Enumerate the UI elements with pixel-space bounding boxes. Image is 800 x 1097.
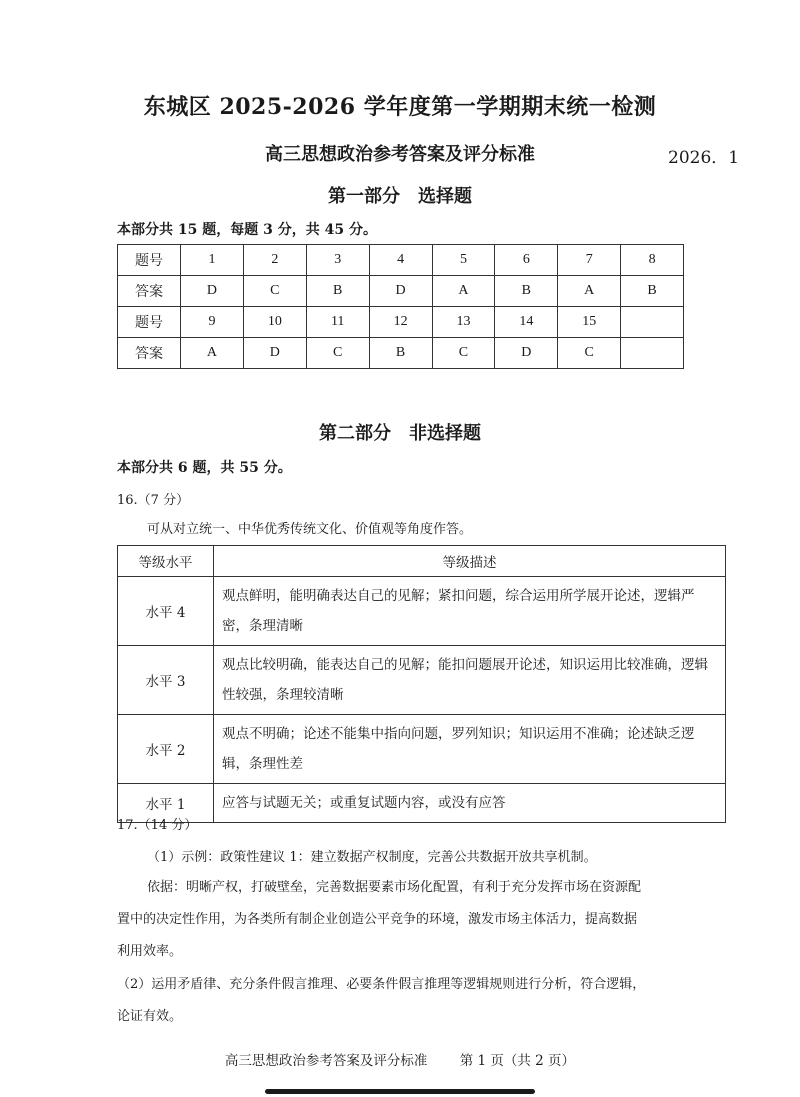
page-footer bbox=[0, 1049, 800, 1069]
answer-row-1 bbox=[118, 276, 684, 307]
question-number: 2 bbox=[243, 245, 306, 276]
answer-cell: A bbox=[432, 276, 495, 307]
q17-basis-line: 利用效率。 bbox=[117, 944, 183, 959]
part1-note: 本部分共 15 题，每题 3 分，共 45 分。 bbox=[117, 222, 377, 238]
answer-cell: A bbox=[181, 338, 244, 369]
question-number: 13 bbox=[432, 307, 495, 338]
question-number: 1 bbox=[181, 245, 244, 276]
level-description: 观点鲜明，能明确表达自己的见解；紧扣问题，综合运用所学展开论述，逻辑严密，条理清晰 bbox=[214, 577, 726, 646]
grading-row bbox=[118, 784, 726, 823]
column-header-desc: 等级描述 bbox=[214, 546, 726, 577]
q17-part2-line: （2）运用矛盾律、充分条件假言推理、必要条件假言推理等逻辑规则进行分析，符合逻辑， bbox=[117, 977, 646, 992]
question-number: 8 bbox=[621, 245, 684, 276]
answer-cell bbox=[621, 338, 684, 369]
row-label: 答案 bbox=[118, 276, 181, 307]
part2-note: 本部分共 6 题，共 55 分。 bbox=[117, 460, 292, 476]
question-number: 5 bbox=[432, 245, 495, 276]
grading-row bbox=[118, 646, 726, 715]
answer-cell: B bbox=[306, 276, 369, 307]
level-description: 应答与试题无关；或重复试题内容，或没有应答 bbox=[214, 784, 726, 823]
question-number: 11 bbox=[306, 307, 369, 338]
home-indicator[interactable] bbox=[265, 1089, 535, 1094]
row-label: 题号 bbox=[118, 245, 181, 276]
footer-doc-name: 高三思想政治参考答案及评分标准 bbox=[224, 1053, 428, 1069]
row-label: 答案 bbox=[118, 338, 181, 369]
row-label: 题号 bbox=[118, 307, 181, 338]
answer-cell: C bbox=[306, 338, 369, 369]
answer-cell: C bbox=[243, 276, 306, 307]
q16-intro: 可从对立统一、中华优秀传统文化、价值观等角度作答。 bbox=[147, 522, 473, 537]
question-number: 4 bbox=[369, 245, 432, 276]
answer-row-2 bbox=[118, 338, 684, 369]
question-row-2 bbox=[118, 307, 684, 338]
grading-row bbox=[118, 577, 726, 646]
answer-cell: B bbox=[495, 276, 558, 307]
level-description: 观点比较明确，能表达自己的见解；能扣问题展开论述，知识运用比较准确，逻辑性较强，条理较清晰 bbox=[214, 646, 726, 715]
question-number: 15 bbox=[558, 307, 621, 338]
answer-cell: C bbox=[432, 338, 495, 369]
answer-key-table bbox=[117, 244, 684, 369]
grading-table bbox=[117, 545, 726, 823]
part2-title: 第二部分 非选择题 bbox=[319, 423, 481, 444]
footer-page-info: 第 1 页（共 2 页） bbox=[459, 1053, 576, 1069]
question-number: 14 bbox=[495, 307, 558, 338]
q17-part1: （1）示例：政策性建议 1：建立数据产权制度，完善公共数据开放共享机制。 bbox=[147, 850, 597, 865]
answer-cell: B bbox=[621, 276, 684, 307]
question-number: 6 bbox=[495, 245, 558, 276]
level-label: 水平 4 bbox=[118, 577, 214, 646]
part1-title: 第一部分 选择题 bbox=[328, 186, 472, 207]
column-header-level: 等级水平 bbox=[118, 546, 214, 577]
question-number: 12 bbox=[369, 307, 432, 338]
answer-cell: A bbox=[558, 276, 621, 307]
document-subtitle: 高三思想政治参考答案及评分标准 bbox=[265, 144, 535, 165]
q17-basis-line: 依据：明晰产权，打破壁垒，完善数据要素市场化配置，有利于充分发挥市场在资源配 bbox=[147, 880, 642, 895]
answer-cell: C bbox=[558, 338, 621, 369]
grading-row bbox=[118, 715, 726, 784]
answer-cell: D bbox=[243, 338, 306, 369]
q17-basis-line: 置中的决定性作用，为各类所有制企业创造公平竞争的环境，激发市场主体活力，提高数据 bbox=[117, 912, 638, 927]
question-number: 7 bbox=[558, 245, 621, 276]
q16-heading: 16.（7 分） bbox=[117, 493, 190, 508]
question-number: 10 bbox=[243, 307, 306, 338]
question-number: 3 bbox=[306, 245, 369, 276]
q17-part2-line: 论证有效。 bbox=[117, 1009, 183, 1024]
answer-cell: D bbox=[495, 338, 558, 369]
level-label: 水平 2 bbox=[118, 715, 214, 784]
answer-cell: D bbox=[369, 276, 432, 307]
question-number bbox=[621, 307, 684, 338]
answer-cell: D bbox=[181, 276, 244, 307]
level-label: 水平 1 bbox=[118, 784, 214, 823]
question-number: 9 bbox=[181, 307, 244, 338]
level-description: 观点不明确；论述不能集中指向问题，罗列知识；知识运用不准确；论述缺乏逻辑，条理性差 bbox=[214, 715, 726, 784]
document-date: 2026．1 bbox=[668, 148, 740, 168]
q17-heading: 17.（14 分） bbox=[117, 818, 198, 833]
document-title: 东城区 2025-2026 学年度第一学期期末统一检测 bbox=[143, 94, 657, 120]
answer-cell: B bbox=[369, 338, 432, 369]
grading-table-header bbox=[118, 546, 726, 577]
question-row-1 bbox=[118, 245, 684, 276]
level-label: 水平 3 bbox=[118, 646, 214, 715]
